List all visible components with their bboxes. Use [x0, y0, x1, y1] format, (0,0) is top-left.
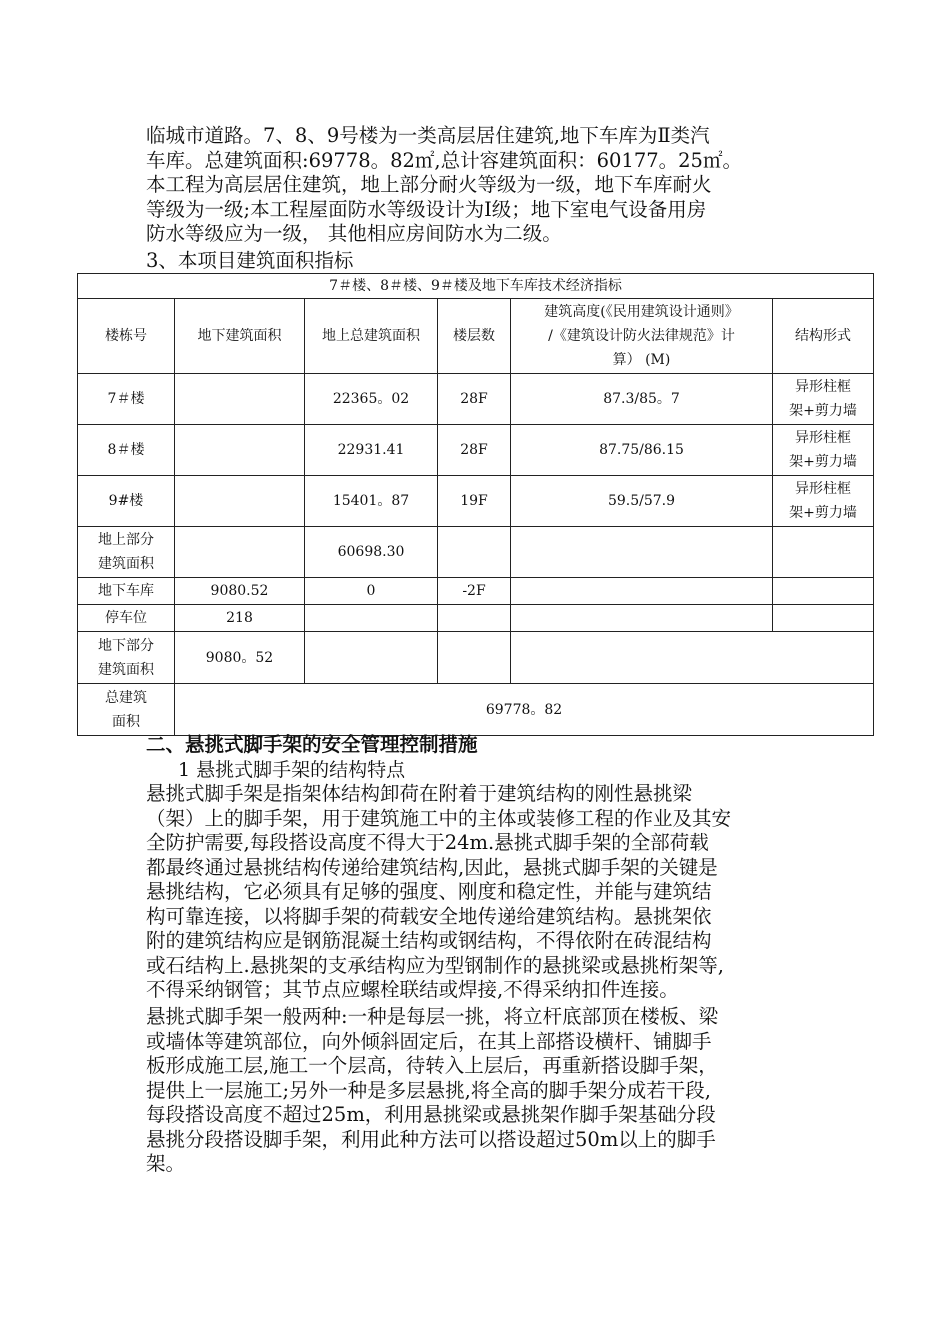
cell-empty [511, 527, 773, 578]
cell-building: 9#楼 [78, 476, 175, 527]
cell-underground: 9080.52 [175, 578, 305, 605]
cell-floors: 28F [438, 374, 511, 425]
table-caption: 7＃楼、8＃楼、9＃楼及地下车库技术经济指标 [78, 274, 874, 299]
text-line: 防水等级应为一级， 其他相应房间防水为二级。 [146, 222, 562, 245]
cell-above: 22931.41 [305, 425, 438, 476]
cell-total-value: 69778。82 [175, 684, 874, 736]
cell-empty [438, 527, 511, 578]
text-line: 本工程为高层居住建筑，地上部分耐火等级为一级，地下车库耐火 [146, 173, 712, 196]
table-row-garage [78, 578, 874, 605]
table-row [78, 374, 874, 425]
cell-above: 22365。02 [305, 374, 438, 425]
label-line: 总建筑 [105, 689, 147, 706]
cell-floors: 28F [438, 425, 511, 476]
cell-empty [175, 527, 305, 578]
header-floors: 楼层数 [438, 299, 511, 374]
text-line: 附的建筑结构应是钢筋混凝土结构或钢结构，不得依附在砖混结构 [146, 929, 712, 952]
text-line: 每段搭设高度不超过25m，利用悬挑梁或悬挑架作脚手架基础分段 [146, 1103, 716, 1126]
label-line: 建筑面积 [98, 661, 154, 678]
header-underground-area: 地下建筑面积 [175, 299, 305, 374]
table-row-above-total [78, 527, 874, 578]
cell-empty [305, 605, 438, 632]
cell-height: 87.75/86.15 [511, 425, 773, 476]
section-3-heading: 3、本项目建筑面积指标 [146, 249, 354, 272]
cell-value: 218 [175, 605, 305, 632]
body-paragraph-2 [146, 1005, 826, 1177]
text-line: 架。 [146, 1152, 186, 1175]
text-line: 提供上一层施工;另外一种是多层悬挑,将全高的脚手架分成若干段, [146, 1078, 711, 1102]
subsection-heading: 1 悬挑式脚手架的结构特点 [178, 759, 406, 781]
text-line: 板形成施工层,施工一个层高，待转入上层后，再重新搭设脚手架， [146, 1054, 718, 1077]
text-line: 车库。总建筑面积:69778。82㎡,总计容建筑面积：60177。25㎡。 [146, 148, 742, 172]
label-line: 建筑面积 [98, 556, 154, 572]
cell-empty [438, 632, 511, 684]
label-line: 地上部分 [98, 532, 154, 548]
body-paragraph-1 [146, 782, 826, 1003]
intro-paragraph [146, 124, 826, 247]
label-line: 面积 [112, 713, 140, 730]
cell-empty [511, 578, 773, 605]
cell-structure [773, 425, 874, 476]
cell-empty [511, 605, 773, 632]
cell-floors: 19F [438, 476, 511, 527]
table-row-below-total [78, 632, 874, 684]
header-structure: 结构形式 [773, 299, 874, 374]
structure-line: 异形柱框 [795, 481, 852, 497]
cell-label: 地下车库 [78, 578, 175, 605]
cell-underground [175, 425, 305, 476]
text-line: 构可靠连接，以将脚手架的荷载安全地传递给建筑结构。悬挑架依 [146, 904, 712, 928]
structure-line: 架+剪力墙 [789, 505, 857, 521]
cell-label [78, 527, 175, 578]
table-row [78, 425, 874, 476]
header-building: 楼栋号 [78, 299, 175, 374]
table-row-total [78, 684, 874, 736]
header-height-line: /《建筑设计防火法律规范》计 [548, 328, 735, 344]
cell-structure [773, 476, 874, 527]
table-header-row [78, 299, 874, 374]
cell-empty [305, 632, 438, 684]
cell-underground [175, 374, 305, 425]
cell-label [78, 632, 175, 684]
text-line: 悬挑式脚手架是指架体结构卸荷在附着于建筑结构的刚性悬挑梁 [146, 782, 693, 805]
header-height [511, 299, 773, 374]
structure-line: 异形柱框 [795, 379, 852, 395]
text-line: 临城市道路。7、8、9号楼为一类高层居住建筑,地下车库为Ⅱ类汽 [146, 124, 710, 147]
cell-building: 7＃楼 [78, 374, 175, 425]
text-line: 悬挑结构，它必须具有足够的强度、刚度和稳定性，并能与建筑结 [146, 880, 712, 903]
header-height-line: 算） (M) [612, 352, 671, 368]
cell-empty [773, 605, 874, 632]
cell-empty [773, 527, 874, 578]
header-above-area: 地上总建筑面积 [305, 299, 438, 374]
table-row [78, 476, 874, 527]
cell-building: 8＃楼 [78, 425, 175, 476]
cell-structure [773, 374, 874, 425]
cell-height: 87.3/85。7 [511, 374, 773, 425]
cell-label: 停车位 [78, 605, 175, 632]
cell-floors: -2F [438, 578, 511, 605]
structure-line: 架+剪力墙 [789, 454, 857, 470]
cell-empty [773, 578, 874, 605]
cell-above: 60698.30 [305, 527, 438, 578]
cell-empty [511, 632, 874, 684]
text-line: 或墙体等建筑部位，向外倾斜固定后，在其上部搭设横杆、铺脚手 [146, 1029, 712, 1053]
structure-line: 架+剪力墙 [789, 403, 857, 419]
label-line: 地下部分 [98, 637, 154, 654]
text-line: 或石结构上.悬挑架的支承结构应为型钢制作的悬挑梁或悬挑桁架等, [146, 953, 724, 977]
table-row-parking [78, 605, 874, 632]
cell-above: 15401。87 [305, 476, 438, 527]
cell-label [78, 684, 175, 736]
text-line: 都最终通过悬挑结构传递给建筑结构,因此，悬挑式脚手架的关键是 [146, 855, 718, 879]
text-line: 悬挑分段搭设脚手架，利用此种方法可以搭设超过50m以上的脚手 [146, 1127, 716, 1151]
structure-line: 异形柱框 [795, 430, 852, 446]
cell-empty [438, 605, 511, 632]
text-line: 不得采纳钢管；其节点应螺栓联结或焊接,不得采纳扣件连接。 [146, 978, 679, 1001]
text-line: 全防护需要,每段搭设高度不得大于24m.悬挑式脚手架的全部荷载 [146, 831, 709, 854]
text-line: 悬挑式脚手架一般两种:一种是每层一挑，将立杆底部顶在楼板、梁 [146, 1005, 719, 1028]
text-line: （架）上的脚手架，用于建筑施工中的主体或装修工程的作业及其安 [146, 806, 732, 830]
tech-economic-table [77, 273, 874, 736]
cell-underground: 9080。52 [175, 632, 305, 684]
section-2-heading: 二、悬挑式脚手架的安全管理控制措施 [146, 733, 478, 756]
cell-above: 0 [305, 578, 438, 605]
text-line: 等级为一级;本工程屋面防水等级设计为Ⅰ级；地下室电气设备用房 [146, 197, 707, 221]
cell-height: 59.5/57.9 [511, 476, 773, 527]
cell-underground [175, 476, 305, 527]
header-height-line: 建筑高度(《民用建筑设计通则》 [544, 304, 739, 320]
